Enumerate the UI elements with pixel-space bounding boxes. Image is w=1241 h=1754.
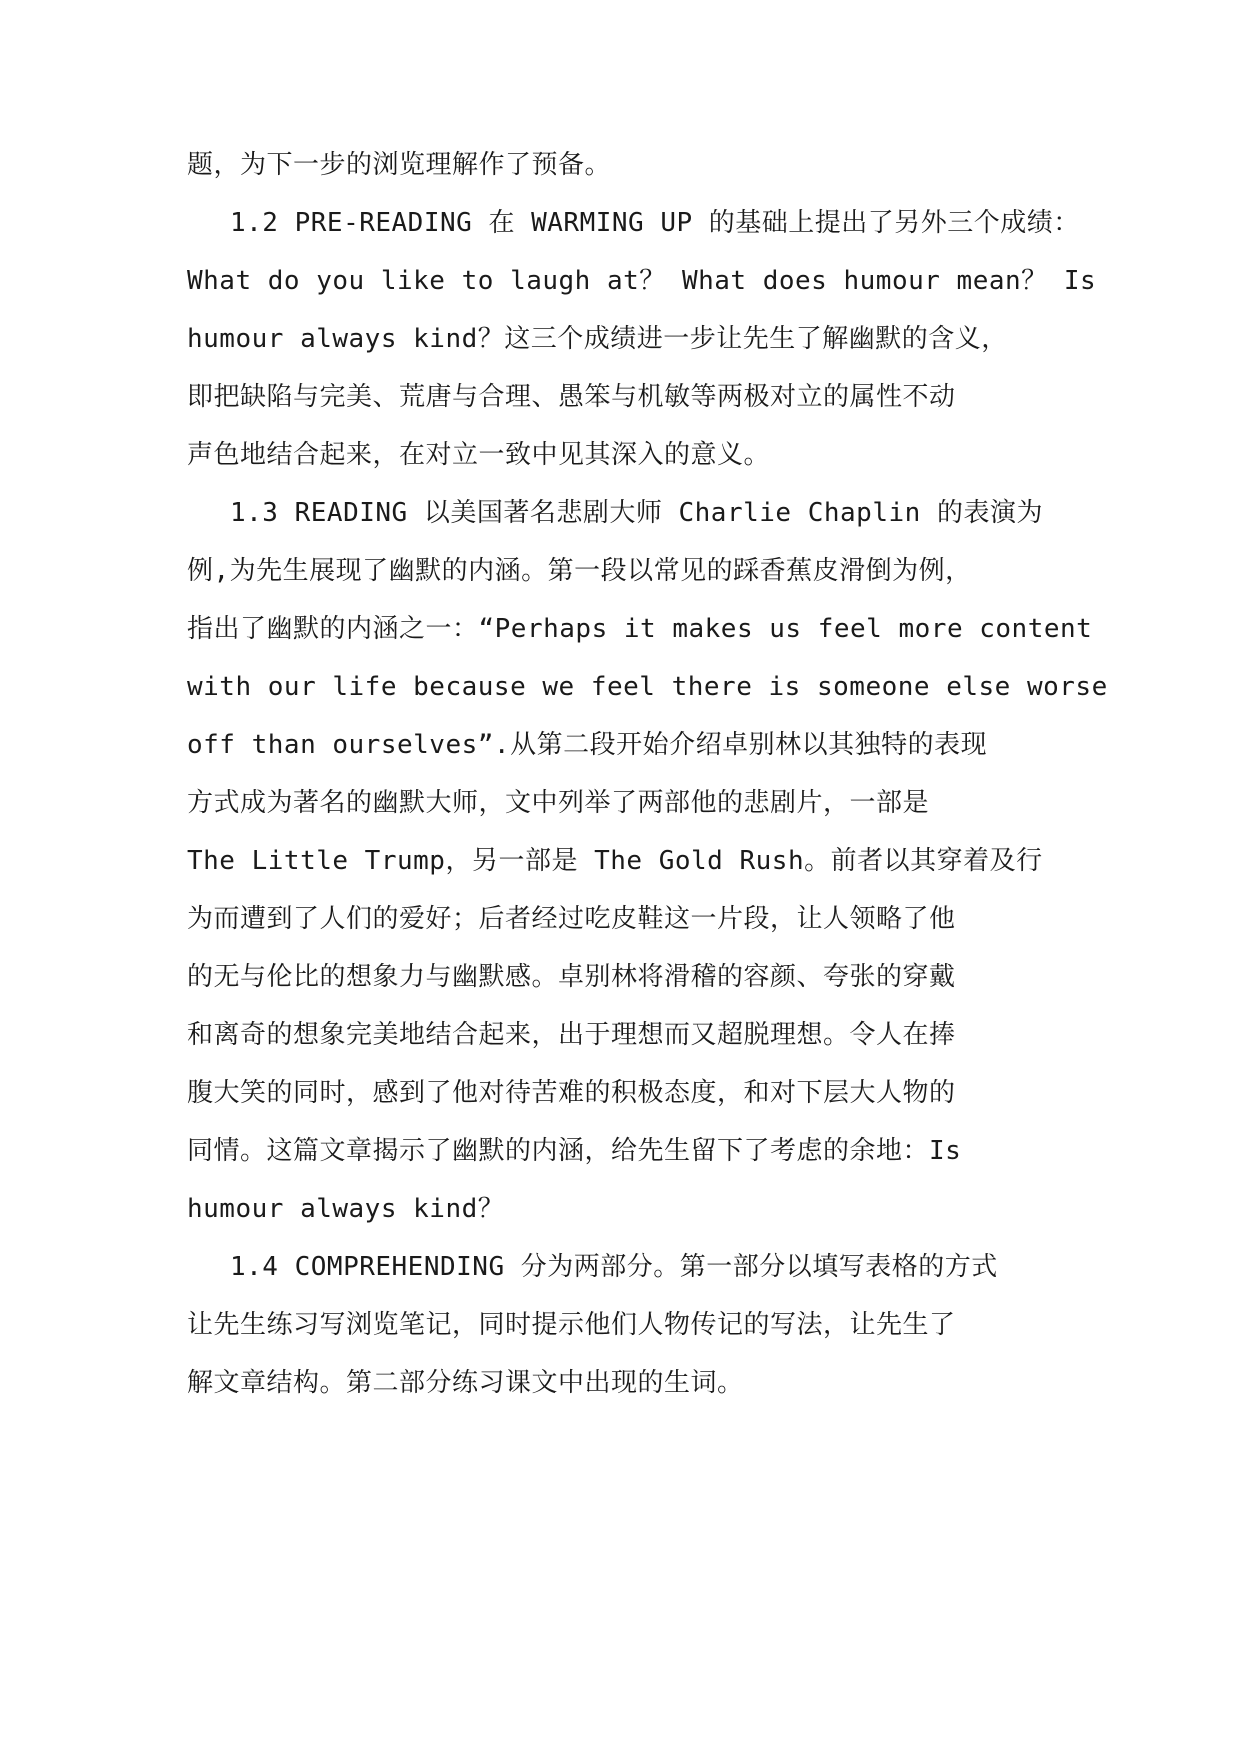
text-line: 即把缺陷与完美、荒唐与合理、愚笨与机敏等两极对立的属性不动	[187, 382, 956, 412]
text-line: 1.3 READING 以美国著名悲剧大师 Charlie Chaplin 的表演为	[230, 498, 1043, 528]
text-line: 方式成为著名的幽默大师，文中列举了两部他的悲剧片，一部是	[187, 788, 930, 818]
text-line: The Little Trump，另一部是 The Gold Rush。前者以其穿着及行	[187, 846, 1043, 876]
text-line: 1.4 COMPREHENDING 分为两部分。第一部分以填写表格的方式	[230, 1252, 998, 1282]
text-line: 例,为先生展现了幽默的内涵。第一段以常见的踩香蕉皮滑倒为例，	[187, 556, 972, 586]
text-line: What do you like to laugh at？ What does humour mean？ Is	[187, 266, 1097, 296]
text-line: 同情。这篇文章揭示了幽默的内涵，给先生留下了考虑的余地：Is	[187, 1136, 962, 1166]
text-line: 腹大笑的同时，感到了他对待苦难的积极态度，和对下层大人物的	[187, 1078, 956, 1108]
text-line: off than ourselves”.从第二段开始介绍卓别林以其独特的表现	[187, 730, 988, 760]
text-line: humour always kind？这三个成绩进一步让先生了解幽默的含义，	[187, 324, 1008, 354]
text-line: 的无与伦比的想象力与幽默感。卓别林将滑稽的容颜、夸张的穿戴	[187, 962, 956, 992]
text-line: 和离奇的想象完美地结合起来，出于理想而又超脱理想。令人在捧	[187, 1020, 956, 1050]
text-line: 为而遭到了人们的爱好；后者经过吃皮鞋这一片段，让人领略了他	[187, 904, 956, 934]
text-line: humour always kind？	[187, 1194, 505, 1224]
text-line: 题，为下一步的浏览理解作了预备。	[187, 150, 612, 180]
text-line: 1.2 PRE-READING 在 WARMING UP 的基础上提出了另外三个成绩：	[230, 208, 1080, 238]
text-line: with our life because we feel there is someone else worse	[187, 672, 1108, 702]
text-line: 声色地结合起来，在对立一致中见其深入的意义。	[187, 440, 771, 470]
text-line: 指出了幽默的内涵之一：“Perhaps it makes us feel more content	[187, 614, 1093, 644]
text-line: 让先生练习写浏览笔记，同时提示他们人物传记的写法，让先生了	[187, 1310, 956, 1340]
text-line: 解文章结构。第二部分练习课文中出现的生词。	[187, 1368, 744, 1398]
